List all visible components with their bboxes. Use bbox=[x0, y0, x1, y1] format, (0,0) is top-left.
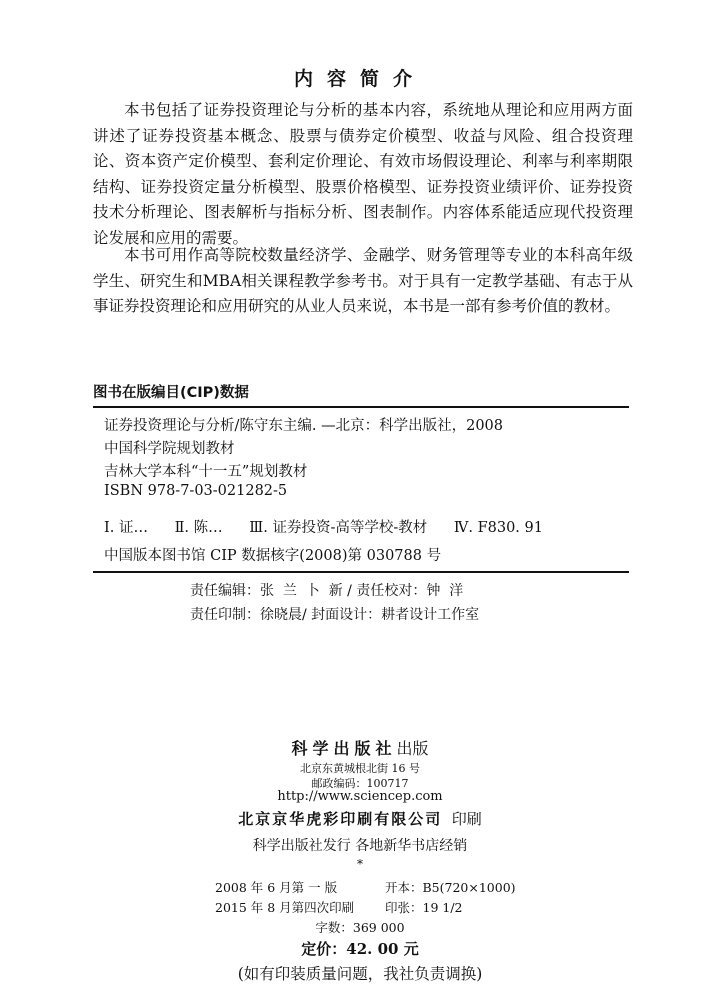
cip-header: 图书在版编目(CIP)数据 bbox=[93, 385, 249, 401]
format: 开本：B5(720×1000) bbox=[385, 880, 516, 895]
classification-part: Ⅰ. 证… bbox=[104, 520, 148, 536]
cip-top-rule bbox=[93, 406, 629, 408]
price-value: 42. 00 元 bbox=[346, 940, 419, 958]
price-line bbox=[0, 938, 720, 959]
printing-row bbox=[215, 898, 463, 916]
classification-part: Ⅳ. F830. 91 bbox=[453, 520, 543, 536]
cip-classification bbox=[104, 516, 565, 537]
classification-part: Ⅱ. 陈… bbox=[174, 520, 223, 536]
intro-paragraph-2: 本书可用作高等院校数量经济学、金融学、财务管理等专业的本科高年级学生、研究生和MBA相关课程教学参考书。对于具有一定教学基础、有志于从事证券投资理论和应用研究的从业人员来说，本书是一部有参考价值的教材。 bbox=[93, 246, 633, 316]
cip-series-2: 吉林大学本科“十一五”规划教材 bbox=[104, 464, 308, 480]
intro-paragraph-1: 本书包括了证券投资理论与分析的基本内容，系统地从理论和应用两方面讲述了证券投资基本概念、股票与债券定价模型、收益与风险、组合投资理论、资本资产定价模型、套利定价理论、有效市场假设理论、利率与利率期限结构、证券投资定量分析模型、股票价格模型、证券投资业绩评价、证券投资技术分析理论、图表解析与指标分析、图表制作。内容体系能适应现代投资理论发展和应用的需要。 bbox=[93, 101, 633, 247]
printing: 2015 年 8 月第四次印刷 bbox=[215, 900, 355, 915]
edition: 2008 年 6 月第 一 版 bbox=[215, 880, 338, 895]
classification-part: Ⅲ. 证券投资-高等学校-教材 bbox=[249, 520, 428, 536]
edition-row bbox=[215, 878, 516, 896]
publisher-zip: 邮政编码：100717 bbox=[311, 777, 409, 790]
price-label: 定价： bbox=[301, 940, 347, 958]
cip-number: 中国版本图书馆 CIP 数据核字(2008)第 030788 号 bbox=[104, 548, 442, 564]
sheets: 印张：19 1/2 bbox=[385, 900, 463, 915]
publisher-name: 科学出版社 bbox=[291, 739, 397, 758]
distribution-line: 科学出版社发行 各地新华书店经销 bbox=[252, 838, 468, 854]
cip-title-line: 证券投资理论与分析/陈守东主编. —北京：科学出版社，2008 bbox=[104, 418, 504, 434]
separator-star: * bbox=[357, 857, 363, 871]
word-count: 字数：369 000 bbox=[315, 920, 405, 935]
cip-bottom-rule bbox=[93, 571, 629, 573]
cip-series-1: 中国科学院规划教材 bbox=[104, 441, 235, 457]
publisher-suffix: 出版 bbox=[396, 739, 429, 758]
quality-notice: (如有印装质量问题，我社负责调换) bbox=[237, 965, 483, 983]
printer-line bbox=[0, 808, 720, 829]
publisher-line bbox=[0, 736, 720, 759]
page-heading: 内容简介 bbox=[293, 68, 426, 90]
editors-line-2: 责任印制：徐晓晨/ 封面设计：耕者设计工作室 bbox=[190, 607, 480, 623]
printer-suffix: 印刷 bbox=[451, 810, 482, 828]
printer-name: 北京京华虎彩印刷有限公司 bbox=[238, 810, 443, 828]
publisher-address: 北京东黄城根北街 16 号 bbox=[300, 762, 420, 775]
cip-isbn: ISBN 978-7-03-021282-5 bbox=[104, 483, 288, 499]
publisher-url: http://www.sciencep.com bbox=[277, 789, 443, 804]
editors-line-1: 责任编辑：张 兰 卜 新 / 责任校对：钟 洋 bbox=[190, 583, 464, 599]
